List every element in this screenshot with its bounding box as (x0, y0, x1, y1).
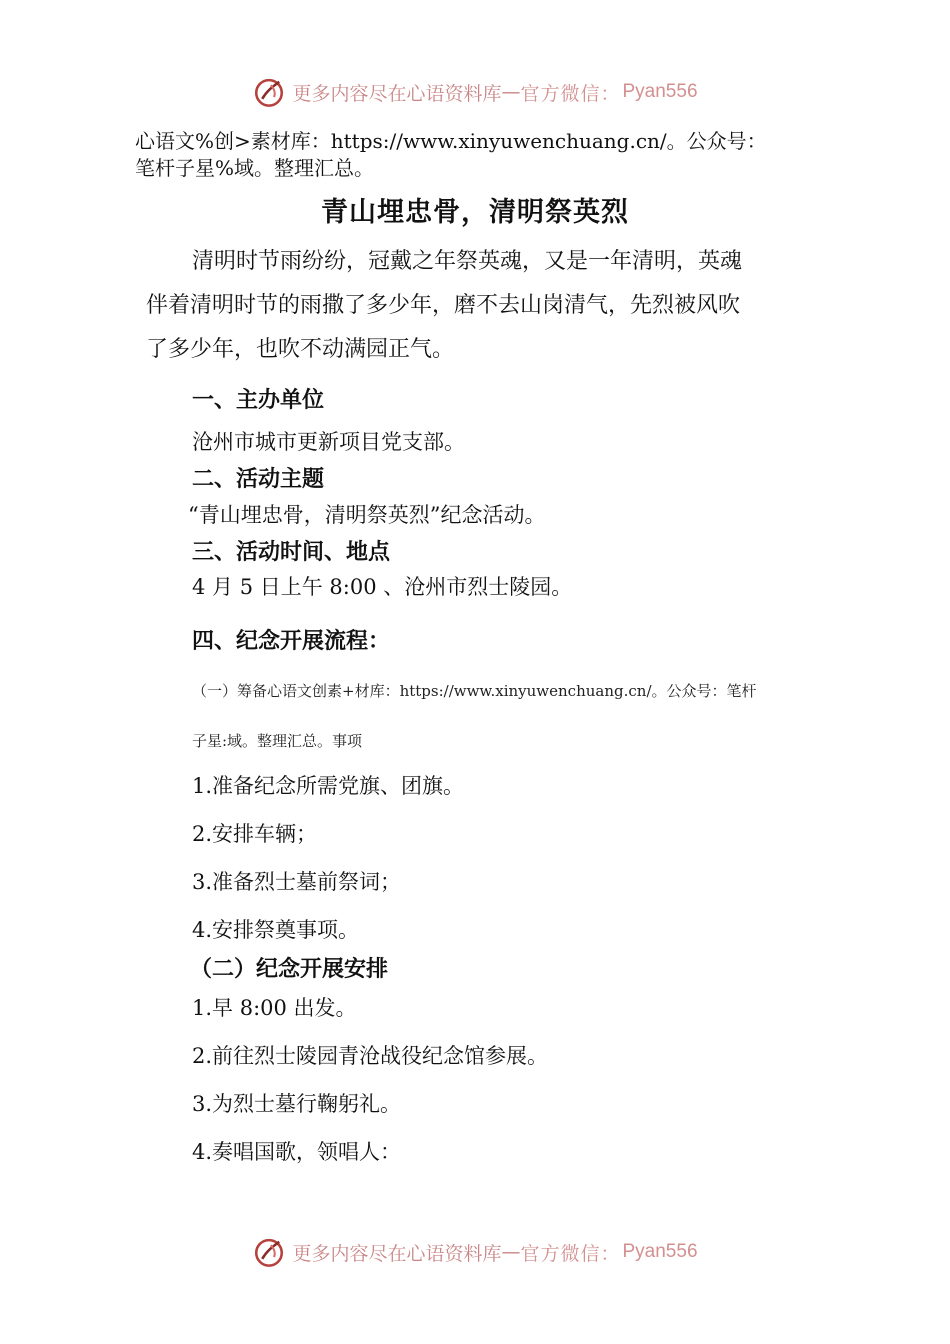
subsection-heading-plan: （二）纪念开展安排 (190, 957, 389, 982)
section-heading-organizer: 一、主办单位 (192, 388, 325, 413)
logo-icon (252, 1235, 286, 1269)
list-item: 3.为烈士墓行鞠躬礼。 (192, 1092, 402, 1116)
watermark-banner-top (0, 72, 950, 112)
logo-icon (252, 75, 286, 109)
paragraph-line-2: 伴着清明时节的雨撒了多少年，磨不去山岗清气，先烈被风吹 (146, 293, 741, 318)
intro-line-2: 笔杆子星%域。整理汇总。 (135, 156, 375, 180)
watermark-banner-bottom (0, 1232, 950, 1272)
watermark-text: 更多内容尽在心语资料库 (292, 82, 502, 105)
watermark-dash: — (501, 81, 521, 103)
list-item: 2.安排车辆； (192, 822, 318, 846)
watermark-wechat-account: Pyan556 (622, 1241, 698, 1262)
list-item: 4.奏唱国歌，领唱人： (192, 1140, 402, 1164)
intro-line-1: 心语文%创>素材库：https://www.xinyuwenchuang.cn/。公众号： (135, 129, 767, 153)
list-item: 4.安排祭奠事项。 (192, 918, 360, 942)
opening-paragraph (140, 240, 820, 372)
section-text-organizer: 沧州市城市更新项目党支部。 (192, 430, 465, 454)
subsection-prep-line-1: （一）筹备心语文创素+材库：https://www.xinyuwenchuang.cn/。公众号：笔杆 (192, 682, 757, 700)
list-item: 1.准备纪念所需党旗、团旗。 (192, 774, 465, 798)
section-heading-time-place: 三、活动时间、地点 (192, 540, 391, 565)
list-item: 3.准备烈士墓前祭词； (192, 870, 402, 894)
section-heading-theme: 二、活动主题 (192, 467, 325, 492)
paragraph-line-1: 清明时节雨纷纷，冠戴之年祭英魂，又是一年清明，英魂 (192, 249, 743, 274)
list-item: 2.前往烈士陵园青沧战役纪念馆参展。 (192, 1044, 549, 1068)
watermark-wechat-account: Pyan556 (622, 81, 698, 102)
watermark-wechat-label: 官方微信： (520, 82, 621, 105)
subsection-prep-line-2: 子星:域。整理汇总。事项 (192, 732, 363, 750)
watermark-dash: — (501, 1241, 521, 1263)
section-text-theme: “青山埋忠骨，清明祭英烈”纪念活动。 (188, 503, 546, 527)
page-title: 青山埋忠骨，清明祭英烈 (321, 197, 629, 228)
watermark-text: 更多内容尽在心语资料库 (292, 1242, 502, 1265)
watermark-wechat-label: 官方微信： (520, 1242, 621, 1265)
intro-source (135, 128, 835, 182)
section-text-time-place: 4 月 5 日上午 8:00 、沧州市烈士陵园。 (192, 575, 573, 599)
list-item: 1.早 8:00 出发。 (192, 996, 357, 1020)
section-heading-process: 四、纪念开展流程： (192, 629, 391, 654)
paragraph-line-3: 了多少年，也吹不动满园正气。 (146, 337, 455, 362)
